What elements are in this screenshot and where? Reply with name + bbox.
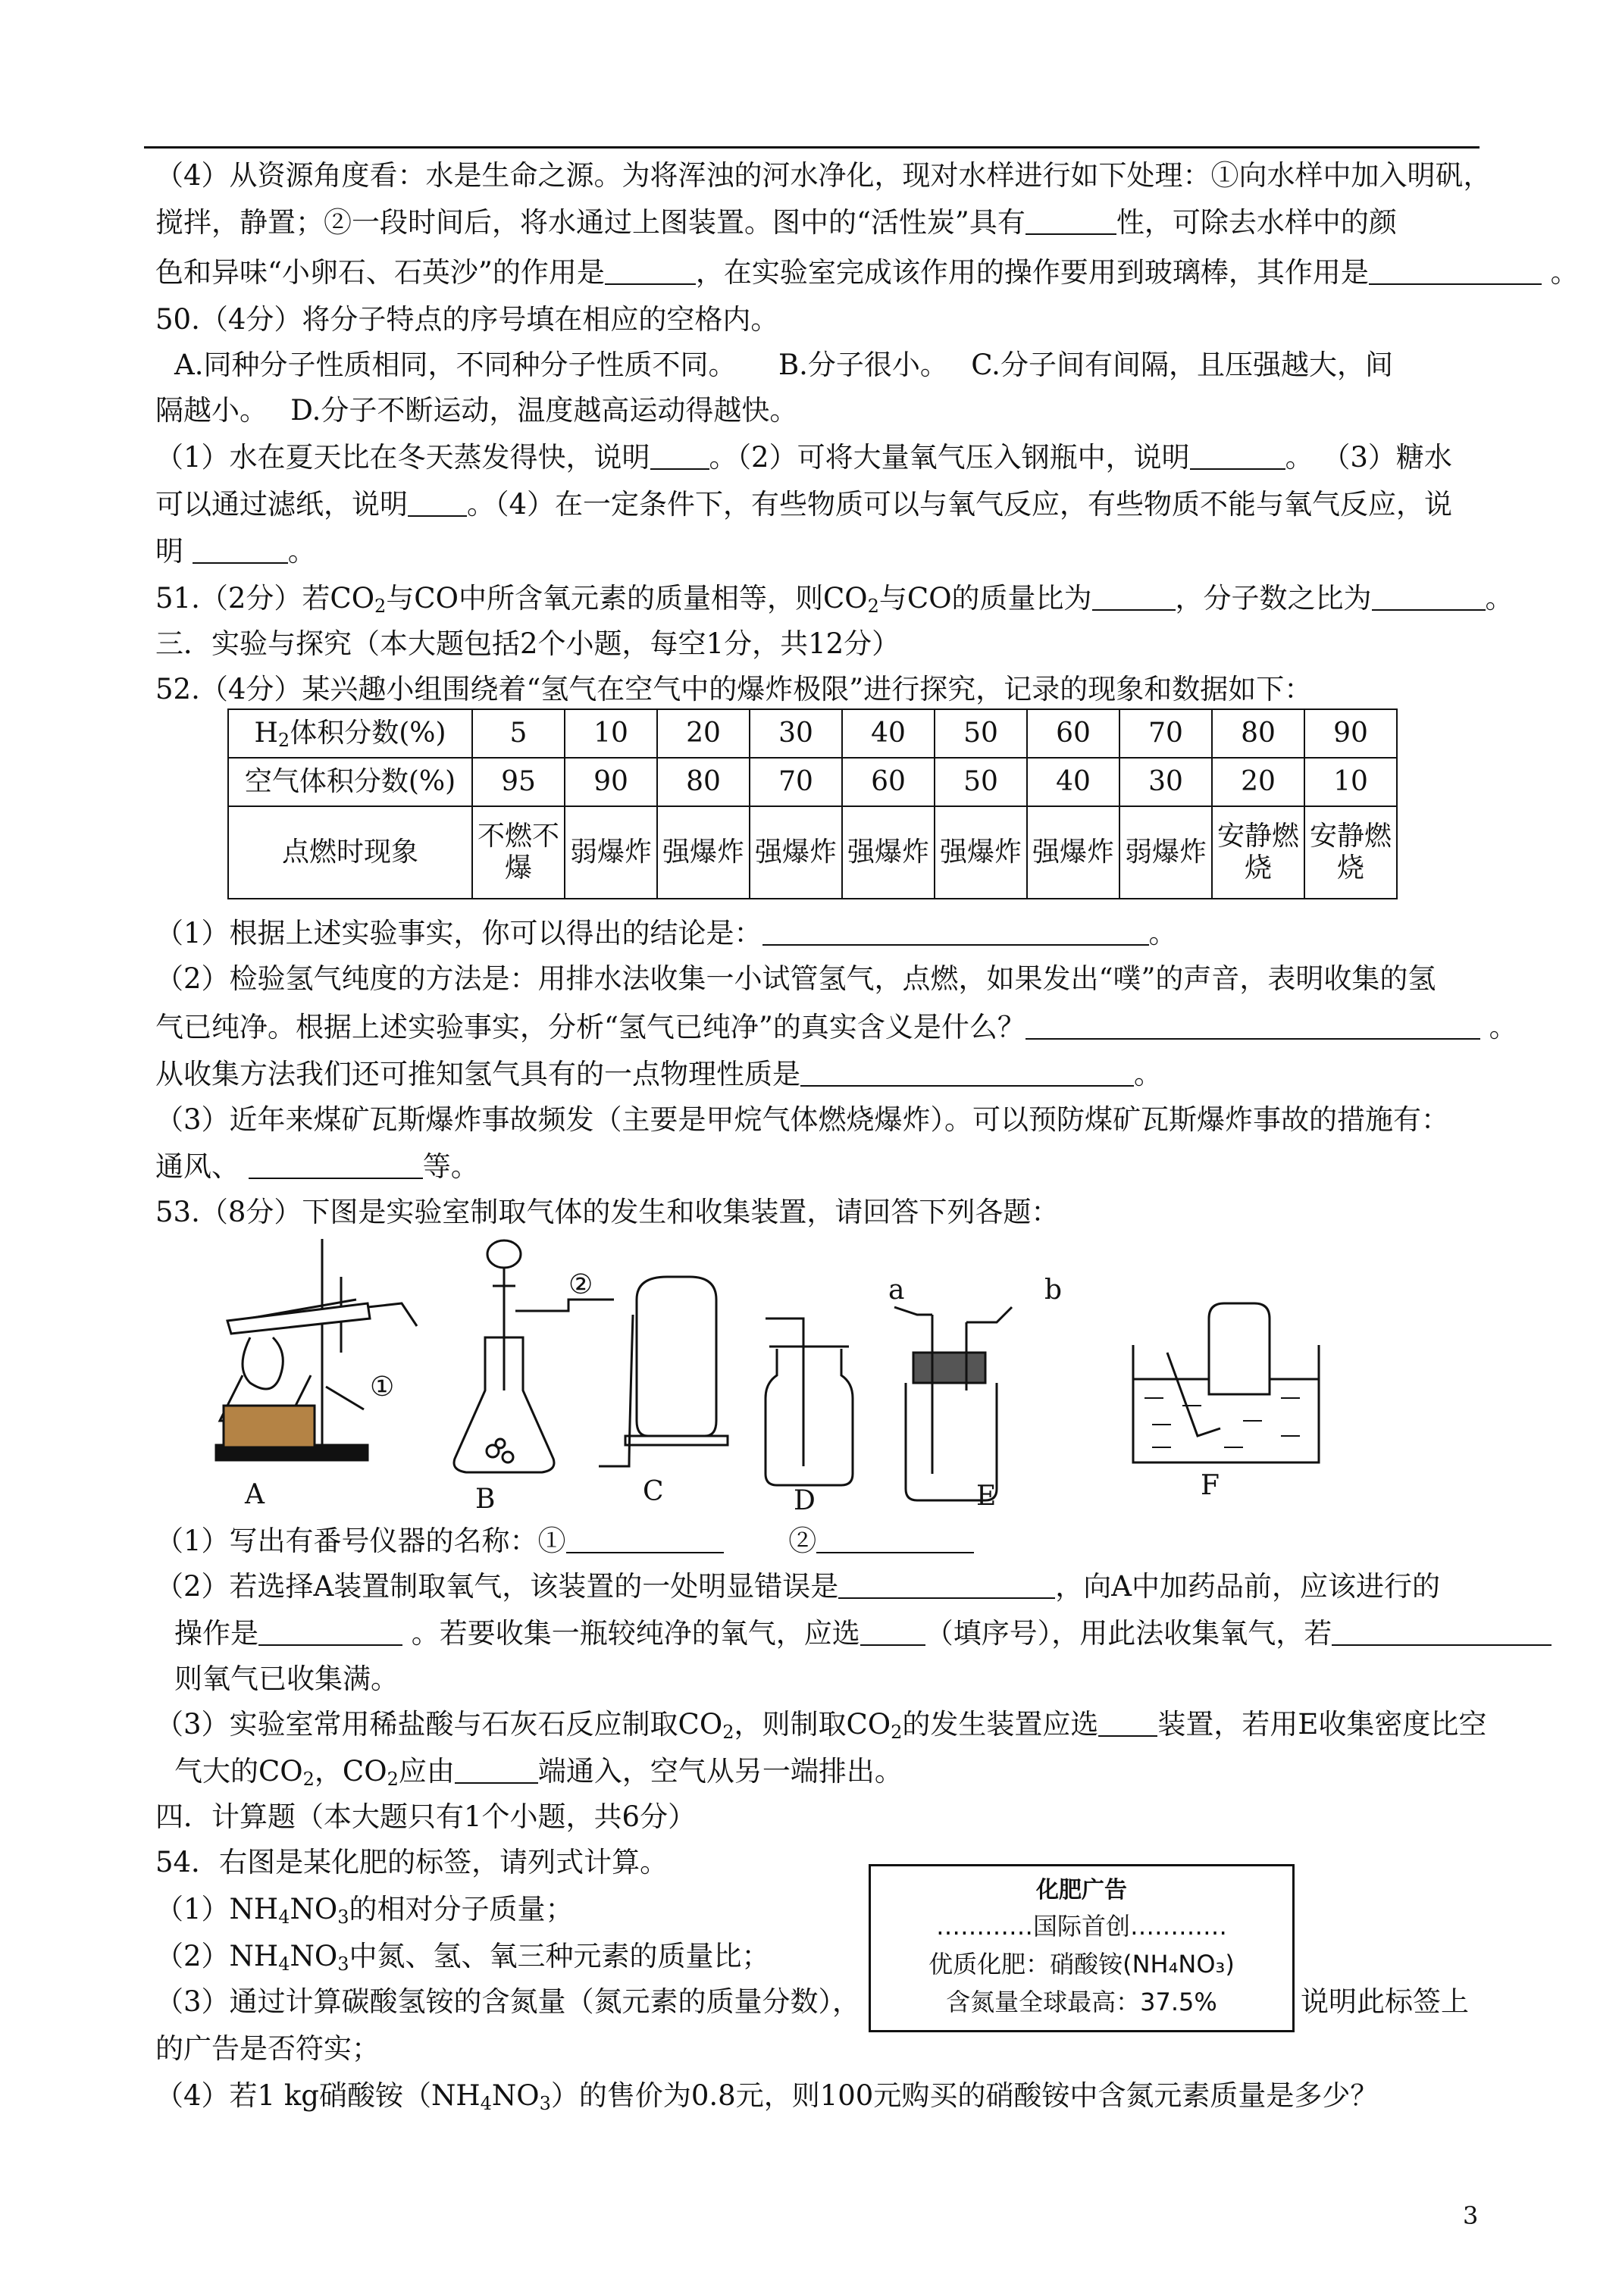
table-cell: 30: [750, 709, 842, 758]
q50-options-2: 隔越小。 D.分子不断运动，温度越高运动得越快。: [155, 394, 798, 427]
table-cell: 强爆炸: [842, 806, 935, 899]
table-cell: 强爆炸: [750, 806, 842, 899]
q53-sub-2c: 则氧气已收集满。: [174, 1663, 399, 1695]
q52-sub-2c: 从收集方法我们还可推知氢气具有的一点物理性质是 。: [155, 1058, 1162, 1090]
header-rule: [144, 146, 1480, 149]
table-cell: 强爆炸: [935, 806, 1027, 899]
ad-line: 含氮量全球最高：37.5%: [946, 1988, 1217, 2016]
fertilizer-ad-label: [869, 1864, 1295, 2032]
table-cell: 40: [842, 709, 935, 758]
marker-1: ①: [370, 1372, 395, 1403]
table-header-cell: 空气体积分数(%): [228, 758, 472, 806]
table-cell: 95: [472, 758, 565, 806]
table-cell: 60: [842, 758, 935, 806]
answer-blank[interactable]: [1025, 1011, 1480, 1040]
table-cell: 10: [565, 709, 657, 758]
table-cell: 50: [935, 758, 1027, 806]
answer-blank[interactable]: [1372, 582, 1486, 611]
q53-sub-3b: 气大的$CO_2$，$CO_2$应由 端通入，空气从另一端排出。: [174, 1755, 903, 1790]
table-cell: 弱爆炸: [565, 806, 657, 899]
port-b-label: b: [1044, 1275, 1063, 1306]
apparatus-c: [599, 1277, 728, 1466]
answer-blank[interactable]: [1369, 256, 1542, 285]
q54-sub-1: $(1)NH_4NO_3$的相对分子质量；: [155, 1893, 574, 1928]
label-c: C: [643, 1476, 664, 1507]
table-row: [228, 806, 1397, 899]
q54-sub-2: $(2)NH_4NO_3$中氮、氢、氧三种元素的质量比；: [155, 1940, 770, 1975]
table-cell: 5: [472, 709, 565, 758]
table-cell: 90: [1304, 709, 1397, 758]
label-f: F: [1201, 1470, 1220, 1501]
answer-blank[interactable]: [605, 256, 696, 285]
table-cell: 安静燃烧: [1304, 806, 1397, 899]
answer-blank[interactable]: [1098, 1708, 1157, 1737]
table-cell: 90: [565, 758, 657, 806]
answer-blank[interactable]: [1092, 582, 1176, 611]
q52-sub-2b: 气已纯净。根据上述实验事实，分析“氢气已纯净”的真实含义是什么？ 。: [155, 1011, 1517, 1043]
answer-blank[interactable]: [193, 535, 288, 564]
table-cell: 10: [1304, 758, 1397, 806]
table-row: [228, 709, 1397, 758]
table-header-cell: $H_2$体积分数(%): [228, 709, 472, 758]
q54-sub-3: （3）通过计算碳酸氢铵的含氮量（氮元素的质量分数），: [155, 1985, 861, 2018]
table-cell: 50: [935, 709, 1027, 758]
table-cell: 60: [1027, 709, 1119, 758]
answer-blank[interactable]: [258, 1617, 402, 1646]
q51: 51.（2分）若$CO_2$与CO中所含氧元素的质量相等，则$CO_2$与CO的质量比为 ，分子数之比为 。: [155, 582, 1514, 617]
q52-sub-3: （3）近年来煤矿瓦斯爆炸事故频发（主要是甲烷气体燃烧爆炸）。可以预防煤矿瓦斯爆炸事故的措施有：: [155, 1103, 1450, 1136]
label-e: E: [976, 1481, 997, 1512]
q54-sub-4: （4）若1 kg硝酸铵$(NH_4NO_3)$的售价为0.8元，则100元购买的硝酸铵中含氮元素质量是多少？: [155, 2079, 1379, 2114]
table-cell: 强爆炸: [1027, 806, 1119, 899]
label-a: A: [245, 1479, 265, 1510]
apparatus-f: [1133, 1303, 1319, 1462]
q49-part4-line1: （4）从资源角度看：水是生命之源。为将浑浊的河水净化，现对水样进行如下处理：①向水样中加入明矾，: [155, 159, 1492, 192]
table-cell: 弱爆炸: [1119, 806, 1212, 899]
answer-blank[interactable]: [566, 1525, 724, 1553]
q50-title: 50.（4分）将分子特点的序号填在相应的空格内。: [155, 303, 779, 336]
q52-sub-2: （2）检验氢气纯度的方法是：用排水法收集一小试管氢气，点燃，如果发出“噗”的声音，表明收集的氢: [155, 962, 1436, 995]
q52-sub-3b: 通风、 等。: [155, 1150, 479, 1183]
ad-line: …………国际首创…………: [935, 1912, 1227, 1941]
table-cell: 安静燃烧: [1212, 806, 1304, 899]
q54-sub-3b: 的广告是否符实；: [155, 2032, 380, 2065]
answer-blank[interactable]: [1190, 441, 1285, 470]
lab-apparatus-figure: [205, 1231, 1508, 1527]
table-header-cell: 点燃时现象: [228, 806, 472, 899]
q50-sub-1: （1）水在夏天比在冬天蒸发得快，说明 。（2）可将大量氧气压入钢瓶中，说明 。 （3）糖水: [155, 441, 1452, 474]
answer-blank[interactable]: [838, 1570, 1055, 1599]
answer-blank[interactable]: [800, 1058, 1134, 1087]
table-cell: 80: [1212, 709, 1304, 758]
section-4-heading: 四．计算题（本大题只有1个小题，共6分）: [155, 1800, 697, 1833]
q50-options-1: A.同种分子性质相同，不同种分子性质不同。 B.分子很小。 C.分子间有间隔，且压强越大，间: [174, 349, 1393, 381]
label-b: B: [475, 1484, 496, 1515]
answer-blank[interactable]: [1332, 1617, 1552, 1646]
ad-line: 优质化肥：硝酸铵(NH₄NO₃): [928, 1950, 1235, 1979]
table-cell: 30: [1119, 758, 1212, 806]
table-cell: 强爆炸: [657, 806, 750, 899]
q54-sub-3-right: 说明此标签上: [1301, 1985, 1469, 2018]
port-a-label: a: [888, 1275, 905, 1306]
section-3-heading: 三．实验与探究（本大题包括2个小题，每空1分，共12分）: [155, 627, 900, 660]
q50-sub-3: 明 。: [155, 535, 316, 568]
table-row: [228, 758, 1397, 806]
q52-title: 52.（4分）某兴趣小组围绕着“氢气在空气中的爆炸极限”进行探究，记录的现象和数据如下：: [155, 673, 1313, 705]
table-cell: 不燃不爆: [472, 806, 565, 899]
q53-sub-1: （1）写出有番号仪器的名称：① ②: [155, 1525, 974, 1558]
table-cell: 20: [1212, 758, 1304, 806]
q53-title: 53.（8分）下图是实验室制取气体的发生和收集装置，请回答下列各题：: [155, 1196, 1060, 1228]
table-cell: 20: [657, 709, 750, 758]
answer-blank[interactable]: [455, 1755, 538, 1784]
table-cell: 70: [1119, 709, 1212, 758]
answer-blank[interactable]: [762, 917, 1149, 946]
q49-part4-line2: 搅拌，静置；②一段时间后，将水通过上图装置。图中的“活性炭”具有 性，可除去水样中的颜: [155, 206, 1397, 239]
ad-title: 化肥广告: [1036, 1877, 1127, 1903]
q54-title: 54．右图是某化肥的标签，请列式计算。: [155, 1846, 669, 1878]
answer-blank[interactable]: [816, 1525, 974, 1553]
label-d: D: [794, 1485, 816, 1516]
answer-blank[interactable]: [650, 441, 709, 470]
explosion-limit-table: [227, 709, 1398, 899]
marker-2: ②: [568, 1269, 593, 1300]
answer-blank[interactable]: [249, 1150, 423, 1179]
q53-sub-3: （3）实验室常用稀盐酸与石灰石反应制取$CO_2$，则制取$CO_2$的发生装置应选 装置，若用E收集密度比空: [155, 1708, 1487, 1743]
q52-sub-1: （1）根据上述实验事实，你可以得出的结论是： 。: [155, 917, 1177, 949]
answer-blank[interactable]: [408, 488, 467, 517]
q53-sub-2: （2）若选择A装置制取氧气，该装置的一处明显错误是 ，向A中加药品前，应该进行的: [155, 1570, 1440, 1603]
answer-blank[interactable]: [860, 1617, 925, 1646]
q53-sub-2b: 操作是 。若要收集一瓶较纯净的氧气，应选 （填序号），用此法收集氧气，若: [174, 1617, 1552, 1650]
table-cell: 70: [750, 758, 842, 806]
apparatus-d: [766, 1318, 853, 1485]
apparatus-a: [216, 1239, 417, 1460]
page-number: 3: [1463, 2201, 1479, 2230]
answer-blank[interactable]: [1025, 206, 1116, 235]
q49-part4-line3: 色和异味“小卵石、石英沙”的作用是 ，在实验室完成该作用的操作要用到玻璃棒，其作用是 。: [155, 256, 1579, 289]
table-cell: 40: [1027, 758, 1119, 806]
apparatus-e: [894, 1307, 1012, 1500]
q50-sub-2: 可以通过滤纸，说明 。（4）在一定条件下，有些物质可以与氧气反应，有些物质不能与氧气反应，说: [155, 488, 1453, 521]
table-cell: 80: [657, 758, 750, 806]
